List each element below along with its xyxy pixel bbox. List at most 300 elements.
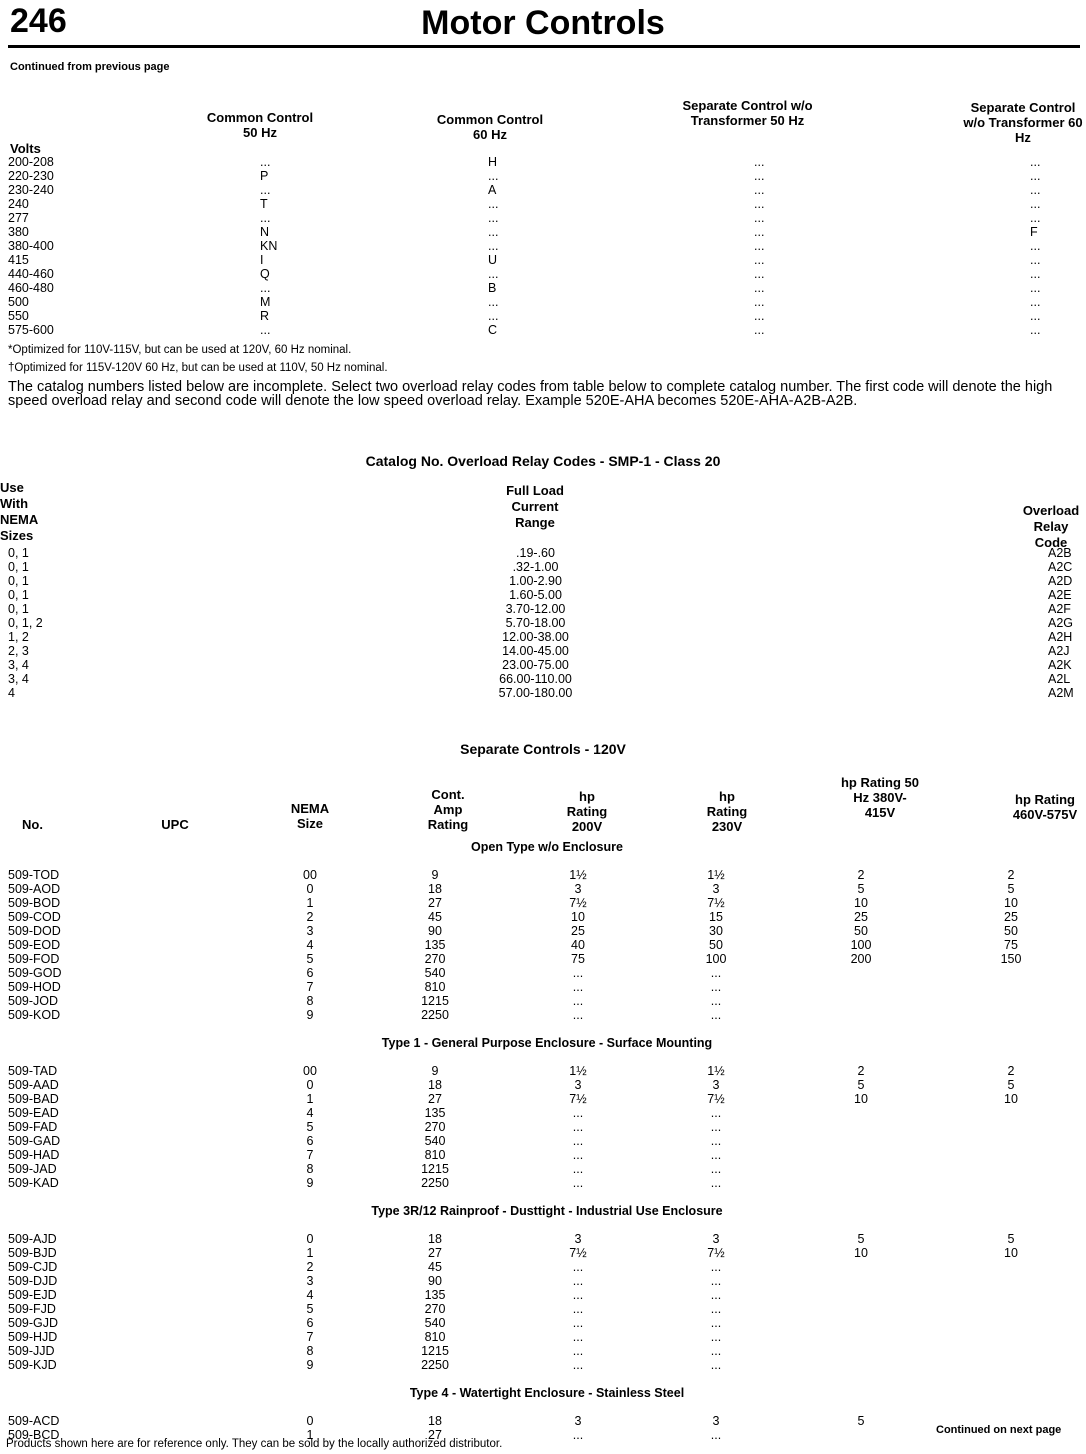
- product-row: [8, 1134, 1086, 1148]
- hp-380-cell: [786, 1008, 936, 1022]
- footnote-1: *Optimized for 110V-115V, but can be used at 120V, 60 Hz nominal.: [8, 344, 352, 356]
- product-row: [8, 1092, 1086, 1106]
- sep-50-cell: ...: [754, 169, 765, 183]
- amp-rating-cell: 2250: [421, 1358, 449, 1372]
- catalog-number-cell: 509-BCD: [8, 1428, 60, 1442]
- amp-rating-cell: 18: [428, 1414, 442, 1428]
- nema-sizes-cell: 0, 1, 2: [8, 616, 43, 630]
- volts-cell: 240: [8, 197, 29, 211]
- footnote-2: †Optimized for 115V-120V 60 Hz, but can be used at 110V, 50 Hz nominal.: [8, 362, 388, 374]
- hp-380-cell: [786, 1176, 936, 1190]
- volts-row: [8, 267, 1086, 281]
- relay-code-cell: A2F: [1048, 602, 1071, 616]
- amp-rating-cell: 1215: [421, 1344, 449, 1358]
- common-50-cell: M: [260, 295, 271, 309]
- volts-row: [8, 281, 1086, 295]
- catalog-number-cell: 509-DJD: [8, 1274, 58, 1288]
- hp-230-cell: 100: [705, 952, 727, 966]
- hp-200-cell: ...: [572, 1288, 584, 1302]
- product-row: [8, 1078, 1086, 1092]
- relay-code-cell: A2K: [1048, 658, 1072, 672]
- common-60-cell: ...: [488, 309, 499, 323]
- volts-cell: 500: [8, 295, 29, 309]
- hp-380-cell: [786, 994, 936, 1008]
- catalog-number-cell: 509-CJD: [8, 1260, 58, 1274]
- header-common-50: Common Control 50 Hz: [206, 110, 314, 140]
- common-60-cell: ...: [488, 267, 499, 281]
- hp-380-cell: 5: [857, 1078, 865, 1092]
- common-50-cell: KN: [260, 239, 278, 253]
- nema-size-cell: 1: [306, 896, 314, 910]
- hp-200-cell: ...: [572, 1162, 584, 1176]
- flc-range-cell: .32-1.00: [512, 560, 559, 574]
- volts-row: [8, 253, 1086, 267]
- sep-50-cell: ...: [754, 197, 765, 211]
- header-cont-amp: Cont. Amp Rating: [427, 787, 469, 832]
- amp-rating-cell: 27: [428, 1092, 442, 1106]
- relay-code-cell: A2L: [1048, 672, 1071, 686]
- volts-row: [8, 323, 1086, 337]
- hp-230-cell: ...: [710, 1358, 722, 1372]
- hp-380-cell: 5: [857, 882, 865, 896]
- volts-row: [8, 225, 1086, 239]
- volts-cell: 220-230: [8, 169, 54, 183]
- nema-size-cell: 8: [306, 994, 314, 1008]
- hp-380-cell: 2: [857, 868, 865, 882]
- product-row: [8, 1176, 1086, 1190]
- hp-380-cell: [786, 1120, 936, 1134]
- nema-sizes-cell: 0, 1: [8, 588, 29, 602]
- amp-rating-cell: 27: [428, 1428, 442, 1442]
- hp-460-cell: 5: [1007, 882, 1015, 896]
- hp-230-cell: 7½: [707, 1092, 725, 1106]
- flc-range-cell: 23.00-75.00: [502, 658, 569, 672]
- common-50-cell: Q: [260, 267, 270, 281]
- amp-rating-cell: 2250: [421, 1008, 449, 1022]
- catalog-number-cell: 509-HOD: [8, 980, 61, 994]
- hp-230-cell: ...: [710, 1176, 722, 1190]
- hp-380-cell: 200: [850, 952, 872, 966]
- flc-range-cell: 1.00-2.90: [509, 574, 562, 588]
- product-row: [8, 1008, 1086, 1022]
- relay-row: [8, 560, 1086, 574]
- catalog-number-cell: 509-GOD: [8, 966, 62, 980]
- volts-row: [8, 155, 1086, 169]
- nema-size-cell: 4: [306, 1288, 314, 1302]
- amp-rating-cell: 135: [424, 1106, 446, 1120]
- flc-range-cell: 1.60-5.00: [509, 588, 562, 602]
- hp-200-cell: ...: [572, 1302, 584, 1316]
- hp-230-cell: 3: [712, 1414, 720, 1428]
- nema-size-cell: 6: [306, 966, 314, 980]
- catalog-number-cell: 509-TAD: [8, 1064, 58, 1078]
- product-row: [8, 910, 1086, 924]
- common-50-cell: T: [260, 197, 268, 211]
- catalog-number-cell: 509-TOD: [8, 868, 60, 882]
- product-row: [8, 1260, 1086, 1274]
- hp-460-cell: [936, 994, 1086, 1008]
- flc-range-cell: 57.00-180.00: [498, 686, 573, 700]
- hp-230-cell: ...: [710, 994, 722, 1008]
- volts-cell: 575-600: [8, 323, 54, 337]
- hp-230-cell: ...: [710, 1288, 722, 1302]
- hp-230-cell: ...: [710, 1344, 722, 1358]
- product-row: [8, 1148, 1086, 1162]
- group-title-row: [8, 840, 1086, 854]
- amp-rating-cell: 540: [424, 1316, 446, 1330]
- continued-next-label: Continued on next page: [936, 1424, 1062, 1436]
- hp-230-cell: ...: [710, 1428, 722, 1442]
- amp-rating-cell: 18: [428, 1078, 442, 1092]
- hp-230-cell: 3: [712, 882, 720, 896]
- volts-row: [8, 309, 1086, 323]
- hp-200-cell: ...: [572, 1428, 584, 1442]
- hp-200-cell: 7½: [569, 896, 587, 910]
- amp-rating-cell: 270: [424, 952, 446, 966]
- flc-range-cell: 3.70-12.00: [505, 602, 566, 616]
- sep-controls-table: [8, 840, 1086, 1442]
- volts-cell: 415: [8, 253, 29, 267]
- sep-60-cell: ...: [1030, 183, 1041, 197]
- hp-460-cell: [936, 1274, 1086, 1288]
- common-50-cell: I: [260, 253, 264, 267]
- hp-460-cell: [936, 1176, 1086, 1190]
- nema-size-cell: 5: [306, 1120, 314, 1134]
- group-title: Type 4 - Watertight Enclosure - Stainless Steel: [409, 1386, 685, 1400]
- relay-row: [8, 574, 1086, 588]
- nema-sizes-cell: 2, 3: [8, 644, 29, 658]
- sep-60-cell: ...: [1030, 323, 1041, 337]
- header-no: No.: [22, 817, 43, 832]
- header-relay-code: Overload Relay Code: [1022, 503, 1080, 550]
- hp-200-cell: ...: [572, 1134, 584, 1148]
- hp-200-cell: 3: [574, 1232, 582, 1246]
- product-row: [8, 994, 1086, 1008]
- flc-range-cell: 14.00-45.00: [502, 644, 569, 658]
- nema-sizes-cell: 3, 4: [8, 658, 29, 672]
- group-title-row: [8, 1036, 1086, 1050]
- product-row: [8, 1064, 1086, 1078]
- amp-rating-cell: 810: [424, 1148, 446, 1162]
- relay-code-cell: A2B: [1048, 546, 1072, 560]
- nema-size-cell: 1: [306, 1092, 314, 1106]
- nema-size-cell: 9: [306, 1358, 314, 1372]
- common-60-cell: A: [488, 183, 497, 197]
- hp-230-cell: 3: [712, 1232, 720, 1246]
- hp-200-cell: 10: [571, 910, 585, 924]
- nema-size-cell: 7: [306, 1148, 314, 1162]
- hp-230-cell: ...: [710, 1162, 722, 1176]
- catalog-number-cell: 509-HJD: [8, 1330, 58, 1344]
- volts-row: [8, 169, 1086, 183]
- common-50-cell: N: [260, 225, 270, 239]
- hp-200-cell: ...: [572, 1358, 584, 1372]
- group-title-row: [8, 1204, 1086, 1218]
- catalog-number-cell: 509-BAD: [8, 1092, 59, 1106]
- volts-row: [8, 211, 1086, 225]
- common-60-cell: ...: [488, 225, 499, 239]
- header-sep-50: Separate Control w/o Transformer 50 Hz: [682, 98, 813, 128]
- hp-460-cell: [936, 1316, 1086, 1330]
- amp-rating-cell: 90: [428, 1274, 442, 1288]
- hp-380-cell: [786, 980, 936, 994]
- amp-rating-cell: 540: [424, 1134, 446, 1148]
- hp-380-cell: [786, 1134, 936, 1148]
- volts-row: [8, 295, 1086, 309]
- amp-rating-cell: 45: [428, 1260, 442, 1274]
- relay-code-cell: A2E: [1048, 588, 1072, 602]
- nema-size-cell: 5: [306, 952, 314, 966]
- nema-sizes-cell: 0, 1: [8, 574, 29, 588]
- hp-230-cell: ...: [710, 1120, 722, 1134]
- nema-size-cell: 4: [306, 938, 314, 952]
- product-row: [8, 1246, 1086, 1260]
- catalog-number-cell: 509-JOD: [8, 994, 59, 1008]
- hp-380-cell: 10: [854, 896, 868, 910]
- catalog-note-paragraph: The catalog numbers listed below are incomplete. Select two overload relay codes from table below to complete catalog number. The first code will denote the high speed overload relay and second code will denote the low speed overload relay. Example 520E-AHA becomes 520E-AHA-A2B-A2B.: [8, 379, 1053, 409]
- product-row: [8, 1302, 1086, 1316]
- hp-460-cell: [936, 1162, 1086, 1176]
- hp-230-cell: 3: [712, 1078, 720, 1092]
- hp-200-cell: ...: [572, 1260, 584, 1274]
- product-row: [8, 1414, 1086, 1428]
- hp-230-cell: ...: [710, 1260, 722, 1274]
- common-50-cell: ...: [260, 323, 271, 337]
- flc-range-cell: 12.00-38.00: [502, 630, 569, 644]
- header-use-with: Use With NEMA Sizes: [0, 480, 38, 543]
- hp-380-cell: [786, 1162, 936, 1176]
- catalog-number-cell: 509-GJD: [8, 1316, 59, 1330]
- sep-60-cell: ...: [1030, 253, 1041, 267]
- amp-rating-cell: 135: [424, 1288, 446, 1302]
- sep-60-cell: ...: [1030, 211, 1041, 225]
- product-row: [8, 1288, 1086, 1302]
- sep-50-cell: ...: [754, 211, 765, 225]
- amp-rating-cell: 27: [428, 1246, 442, 1260]
- nema-sizes-cell: 4: [8, 686, 15, 700]
- common-50-cell: ...: [260, 211, 271, 225]
- hp-460-cell: 25: [1004, 910, 1018, 924]
- header-hp-200: hp Rating 200V: [566, 789, 608, 834]
- hp-380-cell: 5: [857, 1414, 865, 1428]
- hp-200-cell: ...: [572, 1316, 584, 1330]
- sep-60-cell: ...: [1030, 309, 1041, 323]
- hp-460-cell: [936, 1106, 1086, 1120]
- hp-230-cell: 50: [709, 938, 723, 952]
- hp-380-cell: [786, 1330, 936, 1344]
- amp-rating-cell: 27: [428, 896, 442, 910]
- hp-380-cell: [786, 1358, 936, 1372]
- hp-230-cell: ...: [710, 966, 722, 980]
- relay-code-cell: A2D: [1048, 574, 1073, 588]
- hp-460-cell: [936, 1344, 1086, 1358]
- nema-size-cell: 6: [306, 1316, 314, 1330]
- hp-230-cell: 1½: [707, 1064, 725, 1078]
- hp-380-cell: 2: [857, 1064, 865, 1078]
- nema-sizes-cell: 0, 1: [8, 560, 29, 574]
- sep-60-cell: ...: [1030, 169, 1041, 183]
- hp-460-cell: 2: [1007, 868, 1015, 882]
- sep-60-cell: ...: [1030, 155, 1041, 169]
- hp-460-cell: [936, 1330, 1086, 1344]
- catalog-number-cell: 509-JJD: [8, 1344, 55, 1358]
- hp-460-cell: 5: [1007, 1232, 1015, 1246]
- relay-row: [8, 644, 1086, 658]
- volts-row: [8, 183, 1086, 197]
- hp-200-cell: ...: [572, 1274, 584, 1288]
- product-row: [8, 1232, 1086, 1246]
- hp-230-cell: 30: [709, 924, 723, 938]
- continued-from-label: Continued from previous page: [10, 61, 170, 73]
- hp-380-cell: [786, 1316, 936, 1330]
- common-50-cell: R: [260, 309, 270, 323]
- nema-size-cell: 0: [306, 1414, 314, 1428]
- hp-380-cell: [786, 1274, 936, 1288]
- common-60-cell: ...: [488, 239, 499, 253]
- flc-range-cell: 5.70-18.00: [505, 616, 566, 630]
- relay-row: [8, 588, 1086, 602]
- nema-size-cell: 8: [306, 1344, 314, 1358]
- hp-460-cell: 150: [1000, 952, 1022, 966]
- hp-200-cell: 1½: [569, 1064, 587, 1078]
- catalog-number-cell: 509-EOD: [8, 938, 61, 952]
- nema-size-cell: 7: [306, 980, 314, 994]
- hp-460-cell: [936, 1008, 1086, 1022]
- sep-60-cell: ...: [1030, 267, 1041, 281]
- nema-sizes-cell: 0, 1: [8, 602, 29, 616]
- product-row: [8, 1120, 1086, 1134]
- amp-rating-cell: 45: [428, 910, 442, 924]
- common-60-cell: H: [488, 155, 498, 169]
- hp-460-cell: 10: [1004, 896, 1018, 910]
- hp-200-cell: 3: [574, 1414, 582, 1428]
- hp-230-cell: ...: [710, 1316, 722, 1330]
- amp-rating-cell: 270: [424, 1120, 446, 1134]
- nema-sizes-cell: 1, 2: [8, 630, 29, 644]
- header-sep-60: Separate Control w/o Transformer 60 Hz: [963, 100, 1083, 145]
- catalog-number-cell: 509-FJD: [8, 1302, 56, 1316]
- product-row: [8, 882, 1086, 896]
- sep-table-title: Separate Controls - 120V: [460, 741, 626, 757]
- nema-size-cell: 0: [306, 882, 314, 896]
- amp-rating-cell: 1215: [421, 994, 449, 1008]
- hp-230-cell: 1½: [707, 868, 725, 882]
- hp-230-cell: ...: [710, 1134, 722, 1148]
- nema-size-cell: 2: [306, 1260, 314, 1274]
- common-60-cell: C: [488, 323, 498, 337]
- catalog-number-cell: 509-FOD: [8, 952, 60, 966]
- amp-rating-cell: 18: [428, 1232, 442, 1246]
- common-60-cell: ...: [488, 169, 499, 183]
- common-60-cell: B: [488, 281, 497, 295]
- sep-50-cell: ...: [754, 183, 765, 197]
- hp-230-cell: ...: [710, 1330, 722, 1344]
- relay-code-cell: A2H: [1048, 630, 1073, 644]
- nema-size-cell: 3: [306, 924, 314, 938]
- header-hp-460: hp Rating 460V-575V: [1012, 792, 1078, 822]
- catalog-number-cell: 509-AOD: [8, 882, 61, 896]
- hp-380-cell: 100: [850, 938, 872, 952]
- product-row: [8, 1330, 1086, 1344]
- catalog-number-cell: 509-COD: [8, 910, 61, 924]
- hp-230-cell: 7½: [707, 896, 725, 910]
- catalog-number-cell: 509-DOD: [8, 924, 61, 938]
- amp-rating-cell: 810: [424, 1330, 446, 1344]
- hp-200-cell: 3: [574, 1078, 582, 1092]
- volts-cell: 380-400: [8, 239, 54, 253]
- catalog-number-cell: 509-BJD: [8, 1246, 57, 1260]
- relay-row: [8, 546, 1086, 560]
- product-row: [8, 938, 1086, 952]
- group-title: Type 1 - General Purpose Enclosure - Surface Mounting: [381, 1036, 713, 1050]
- nema-size-cell: 7: [306, 1330, 314, 1344]
- hp-230-cell: ...: [710, 1148, 722, 1162]
- hp-230-cell: ...: [710, 980, 722, 994]
- header-flc-range: Full Load Current Range: [506, 483, 564, 530]
- hp-230-cell: ...: [710, 1008, 722, 1022]
- header-volts: Volts: [10, 141, 41, 156]
- volts-row: [8, 239, 1086, 253]
- nema-sizes-cell: 0, 1: [8, 546, 29, 560]
- hp-230-cell: ...: [710, 1106, 722, 1120]
- relay-row: [8, 602, 1086, 616]
- hp-380-cell: [786, 966, 936, 980]
- product-row: [8, 1358, 1086, 1372]
- hp-460-cell: [936, 980, 1086, 994]
- product-row: [8, 1274, 1086, 1288]
- sep-60-cell: ...: [1030, 281, 1041, 295]
- nema-size-cell: 00: [303, 1064, 317, 1078]
- relay-row: [8, 658, 1086, 672]
- hp-200-cell: 7½: [569, 1092, 587, 1106]
- hp-460-cell: 5: [1007, 1078, 1015, 1092]
- common-50-cell: ...: [260, 155, 271, 169]
- catalog-number-cell: 509-HAD: [8, 1148, 60, 1162]
- nema-size-cell: 4: [306, 1106, 314, 1120]
- hp-460-cell: [936, 1358, 1086, 1372]
- product-row: [8, 1162, 1086, 1176]
- product-row: [8, 966, 1086, 980]
- nema-size-cell: 6: [306, 1134, 314, 1148]
- catalog-number-cell: 509-KJD: [8, 1358, 57, 1372]
- amp-rating-cell: 90: [428, 924, 442, 938]
- product-row: [8, 1344, 1086, 1358]
- hp-200-cell: 40: [571, 938, 585, 952]
- hp-200-cell: ...: [572, 1176, 584, 1190]
- product-row: [8, 980, 1086, 994]
- hp-380-cell: [786, 1344, 936, 1358]
- flc-range-cell: .19-.60: [516, 546, 555, 560]
- hp-200-cell: ...: [572, 1120, 584, 1134]
- nema-size-cell: 3: [306, 1274, 314, 1288]
- sep-50-cell: ...: [754, 281, 765, 295]
- hp-380-cell: 10: [854, 1092, 868, 1106]
- page-title: Motor Controls: [421, 4, 665, 42]
- hp-460-cell: [936, 1120, 1086, 1134]
- common-60-cell: ...: [488, 211, 499, 225]
- hp-200-cell: ...: [572, 1008, 584, 1022]
- nema-size-cell: 0: [306, 1232, 314, 1246]
- hp-200-cell: 1½: [569, 868, 587, 882]
- hp-200-cell: ...: [572, 1148, 584, 1162]
- hp-460-cell: [936, 1260, 1086, 1274]
- hp-200-cell: ...: [572, 1344, 584, 1358]
- volts-cell: 277: [8, 211, 29, 225]
- catalog-number-cell: 509-EJD: [8, 1288, 57, 1302]
- sep-60-cell: ...: [1030, 197, 1041, 211]
- relay-row: [8, 686, 1086, 700]
- amp-rating-cell: 540: [424, 966, 446, 980]
